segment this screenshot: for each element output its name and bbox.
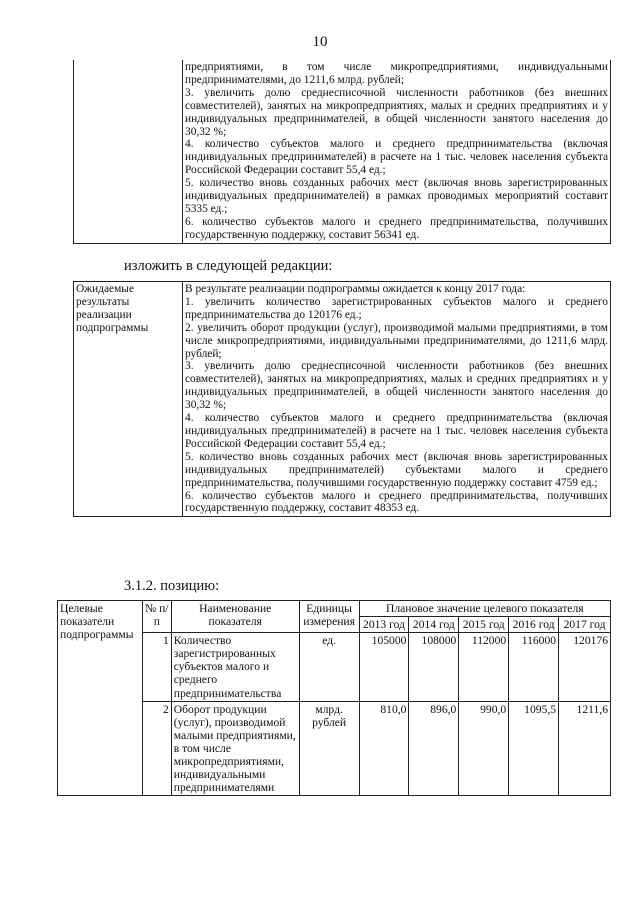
row-unit: ед. bbox=[299, 633, 359, 701]
empty-label-cell bbox=[74, 60, 183, 243]
result-item: 5. количество вновь созданных рабочих мест (включая вновь зарегистрированных индивидуальных предпринимателей) субъектами малого и среднего предпринимательства, получившими государственную поддержку составит 4759 ед.; bbox=[185, 450, 608, 489]
col-header-year: 2014 год bbox=[409, 617, 459, 633]
expected-results-table bbox=[73, 281, 611, 517]
row-value: 810,0 bbox=[359, 701, 409, 796]
result-item: 5. количество вновь созданных рабочих мест (включая вновь зарегистрированных индивидуальных предпринимателей) в рамках проводимых мероприятий составит 5335 ед.; bbox=[185, 177, 608, 215]
row-num: 1 bbox=[142, 633, 171, 701]
result-item: 3. увеличить долю среднесписочной численности работников (без внешних совместителей), занятых на микропредприятиях, малых и средних предприятиях и у индивидуальных предпринимателей, в общей численности занятого населения до 30,32 %; bbox=[185, 360, 608, 412]
result-item: 3. увеличить долю среднесписочной численности работников (без внешних совместителей), занятых на микропредприятиях, малых и средних предприятиях и у индивидуальных предпринимателей, в общей численности занятого населения до 30,32 %; bbox=[185, 86, 608, 138]
col-header-year: 2013 год bbox=[359, 617, 409, 633]
row-name: Количество зарегистрированных субъектов малого и среднего предпринимательства bbox=[171, 633, 299, 701]
col-header-plan: Плановое значение целевого показателя bbox=[359, 601, 610, 617]
row-value: 116000 bbox=[509, 633, 559, 701]
continuation-table bbox=[73, 60, 611, 244]
col-header-num: № п/п bbox=[142, 601, 171, 633]
col-header-unit: Единицы измерения bbox=[299, 601, 359, 633]
section-heading: 3.1.2. позицию: bbox=[124, 578, 220, 594]
result-item: предприятиями, в том числе микропредприятиями, индивидуальными предпринимателями, до 1211,6 млрд. рублей; bbox=[185, 61, 608, 86]
result-item: 1. увеличить количество зарегистрированных субъектов малого и среднего предпринимательства до 120176 ед.; bbox=[185, 295, 608, 321]
results-cell bbox=[183, 60, 611, 243]
row-value: 1211,6 bbox=[559, 701, 611, 796]
result-item: 4. количество субъектов малого и среднего предпринимательства (включая индивидуальных предпринимателей) в расчете на 1 тыс. человек населения субъекта Российской Федерации составит 55,4 ед.; bbox=[185, 412, 608, 450]
col-header-year: 2016 год bbox=[509, 617, 559, 633]
col-header-name: Наименование показателя bbox=[171, 601, 299, 633]
row-value: 108000 bbox=[409, 633, 459, 701]
row-value: 990,0 bbox=[459, 701, 509, 796]
row-num: 2 bbox=[142, 701, 171, 796]
results-cell bbox=[183, 282, 611, 517]
expected-results-label: Ожидаемые результаты реализации подпрограммы bbox=[74, 282, 183, 517]
row-unit: млрд. рублей bbox=[299, 701, 359, 796]
indicators-label: Целевые показатели подпрограммы bbox=[58, 601, 143, 796]
row-value: 1095,5 bbox=[509, 701, 559, 796]
row-value: 120176 bbox=[559, 633, 611, 701]
row-value: 112000 bbox=[459, 633, 509, 701]
result-item: 2. увеличить оборот продукции (услуг), производимой малыми предприятиями, в том числе микропредприятиями, индивидуальными предпринимателями, до 1211,6 млрд. рублей; bbox=[185, 321, 608, 360]
section-heading: изложить в следующей редакции: bbox=[124, 258, 333, 274]
target-indicators-table bbox=[57, 600, 611, 796]
result-item: 6. количество субъектов малого и среднего предпринимательства, получивших государственную поддержку, составит 56341 ед. bbox=[185, 215, 608, 241]
row-value: 105000 bbox=[359, 633, 409, 701]
col-header-year: 2015 год bbox=[459, 617, 509, 633]
row-value: 896,0 bbox=[409, 701, 459, 796]
row-name: Оборот продукции (услуг), производимой малыми предприятиями, в том числе микропредприятиями, индивидуальными предпринимателями bbox=[171, 701, 299, 796]
result-item: В результате реализации подпрограммы ожидается к концу 2017 года: bbox=[185, 283, 526, 295]
result-item: 6. количество субъектов малого и среднего предпринимательства, получивших государственную поддержку, составит 48353 ед. bbox=[185, 489, 608, 515]
page-number: 10 bbox=[312, 34, 328, 50]
col-header-year: 2017 год bbox=[559, 617, 611, 633]
result-item: 4. количество субъектов малого и среднего предпринимательства (включая индивидуальных предпринимателей) в расчете на 1 тыс. человек населения субъекта Российской Федерации составит 55,4 ед.; bbox=[185, 138, 608, 177]
